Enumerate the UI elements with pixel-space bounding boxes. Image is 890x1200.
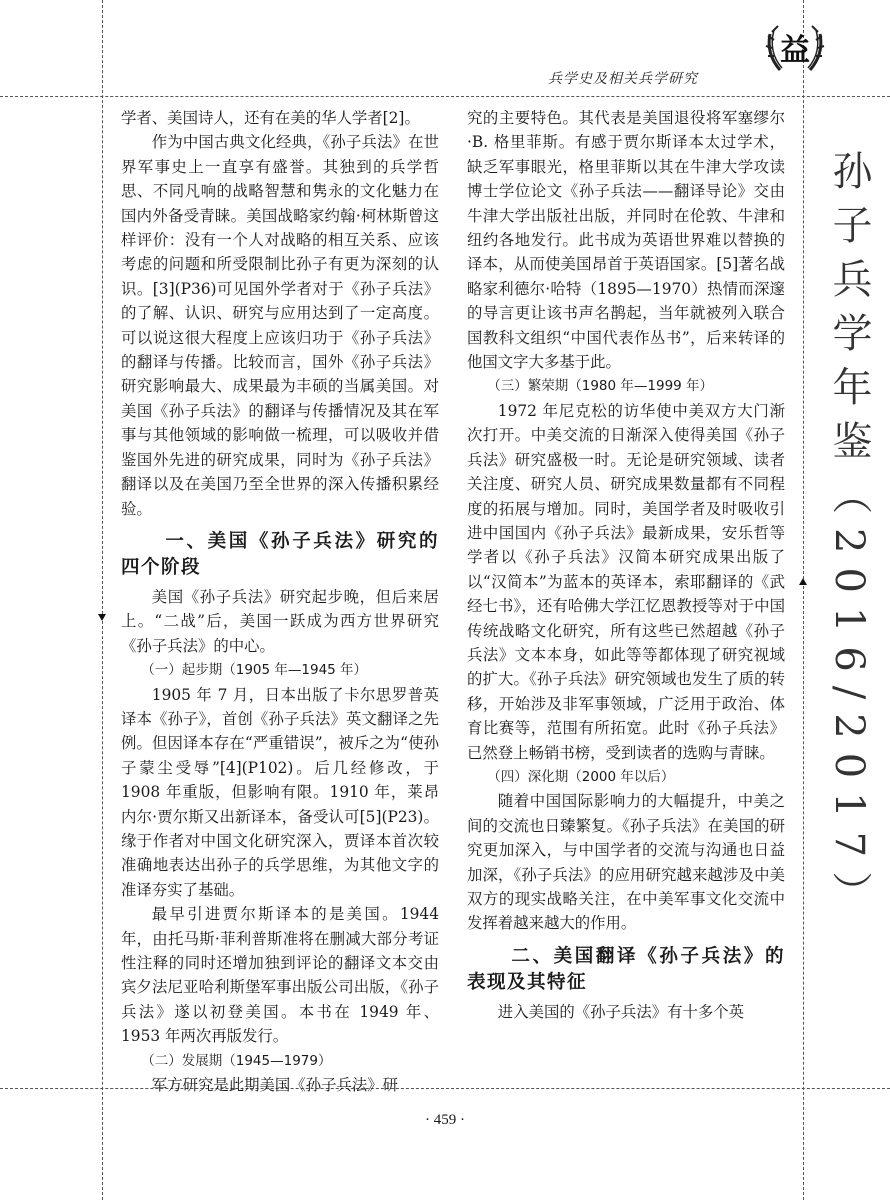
yearbook-emblem-icon (762, 14, 828, 80)
paragraph: 1972 年尼克松的访华使中美双方大门渐次打开。中美交流的日渐深入使得美国《孙子兵法》研究盛极一时。无论是研究领域、读者关注度、研究人员、研究成果数量都有不同程度的拓展与增加。同时，美国学者及时吸收引进中国国内《孙子兵法》最新成果，安乐哲等学者以《孙子兵法》汉简本研究成果出版了以“汉简本”为蓝本的英译本，索耶翻译的《武经七书》，还有哈佛大学江忆恩教授等对于中国传统战略文化研究，所有这些已然超越《孙子兵法》文本本身，如此等等都体现了研究视域的扩大。《孙子兵法》研究领域也发生了质的转移，开始涉及非军事领域，广泛用于政治、体育比赛等，范围有所拓宽。此时《孙子兵法》已然登上畅销书榜，受到读者的选购与青睐。 (467, 401, 785, 762)
left-column (121, 106, 439, 1097)
subsection-heading: （一）起步期（1905 年—1945 年） (141, 662, 368, 679)
subsection-heading: （二）发展期（1945—1979） (141, 1052, 332, 1069)
section-heading-1: 一、美国《孙子兵法》研究的四个阶段 (121, 530, 439, 578)
paragraph: 1905 年 7 月，日本出版了卡尔思罗普英译本《孙子》，首创《孙子兵法》英文翻译之先例。但因译本存在“严重错误”，被斥之为“使孙子蒙尘受辱”[4](P102)。后几经修改，于 1908 年重版，但影响有限。1910 年，莱昂内尔·贾尔斯又出新译本，备受认可[5](P23)。缘于作者对中国文化研究深入，贾译本首次较准确地表达出孙子的兵学思维，为其他文字的准译夯实了基础。 (121, 685, 439, 899)
right-margin-arrow-icon (799, 578, 807, 585)
paragraph: 最早引进贾尔斯译本的是美国。1944 年，由托马斯·菲利普斯准将在删减大部分考证性注释的同时还增加独到评论的翻译文本交由宾夕法尼亚哈利斯堡军事出版公司出版，《孙子兵法》遂以初登美国。本书在 1949 年、1953 年两次再版发行。 (121, 905, 439, 1046)
paragraph: 军方研究是此期美国《孙子兵法》研 (151, 1076, 399, 1095)
side-title-vertical: 孙子兵学年鉴（2016/2017） (826, 150, 872, 926)
emblem-glyph: 益 (780, 33, 810, 68)
paragraph: 美国《孙子兵法》研究起步晚，但后来居上。“二战”后，美国一跃成为西方世界研究《孙子兵法》的中心。 (121, 587, 439, 655)
section-heading-2: 二、美国翻译《孙子兵法》的表现及其特征 (467, 945, 785, 993)
paragraph: 究的主要特色。其代表是美国退役将军塞缪尔·B. 格里菲斯。有感于贾尔斯译本太过学术，缺乏军事眼光，格里菲斯以其在牛津大学攻读博士学位论文《孙子兵法——翻译导论》交由牛津大学出版社出版，并同时在伦敦、牛津和纽约各地发行。此书成为英语世界难以替换的译本，从而使美国昂首于英语国家。[5]著名战略家利德尔·哈特（1895—1970）热情而深邃的导言更让该书声名鹊起，当年就被列入联合国教科文组织“中国代表作丛书”，后来转译的他国文字大多基于此。 (467, 109, 785, 372)
left-dashed-rule (102, 0, 103, 1200)
running-head: 兵学史及相关兵学研究 (548, 71, 698, 87)
paragraph: 作为中国古典文化经典，《孙子兵法》在世界军事史上一直享有盛誉。其独到的兵学哲思、不同凡响的战略智慧和隽永的文化魅力在国内外备受青睐。美国战略家约翰·柯林斯曾这样评价：没有一个人对战略的相互关系、应该考虑的问题和所受限制比孙子有更为深刻的认识。[3](P36)可见国外学者对于《孙子兵法》的了解、认识、研究与应用达到了一定高度。可以说这很大程度上应该归功于《孙子兵法》的翻译与传播。比较而言，国外《孙子兵法》研究影响最大、成果最为丰硕的当属美国。对美国《孙子兵法》的翻译与传播情况及其在军事与其他领域的影响做一梳理，可以吸收并借鉴国外先进的研究成果，同时为《孙子兵法》翻译以及在美国乃至全世界的深入传播积累经验。 (121, 133, 439, 518)
right-column (467, 106, 785, 1024)
paragraph: 进入美国的《孙子兵法》有十多个英 (497, 1002, 745, 1021)
paragraph: 随着中国国际影响力的大幅提升，中美之间的交流也日臻繁复。《孙子兵法》在美国的研究更加深入，与中国学者的交流与沟通也日益加深，《孙子兵法》的应用研究越来越涉及中美双方的现实战略关注，在中美军事文化交流中发挥着越来越大的作用。 (467, 792, 785, 933)
subsection-heading: （四）深化期（2000 年以后） (487, 768, 675, 785)
paragraph: 学者、美国诗人，还有在美的华人学者[2]。 (121, 109, 420, 127)
top-dashed-rule (0, 96, 890, 97)
page-number: · 459 · (425, 1112, 465, 1128)
left-margin-arrow-icon (98, 614, 106, 621)
right-dashed-rule (803, 0, 804, 1200)
subsection-heading: （三）繁荣期（1980 年—1999 年） (487, 378, 714, 395)
